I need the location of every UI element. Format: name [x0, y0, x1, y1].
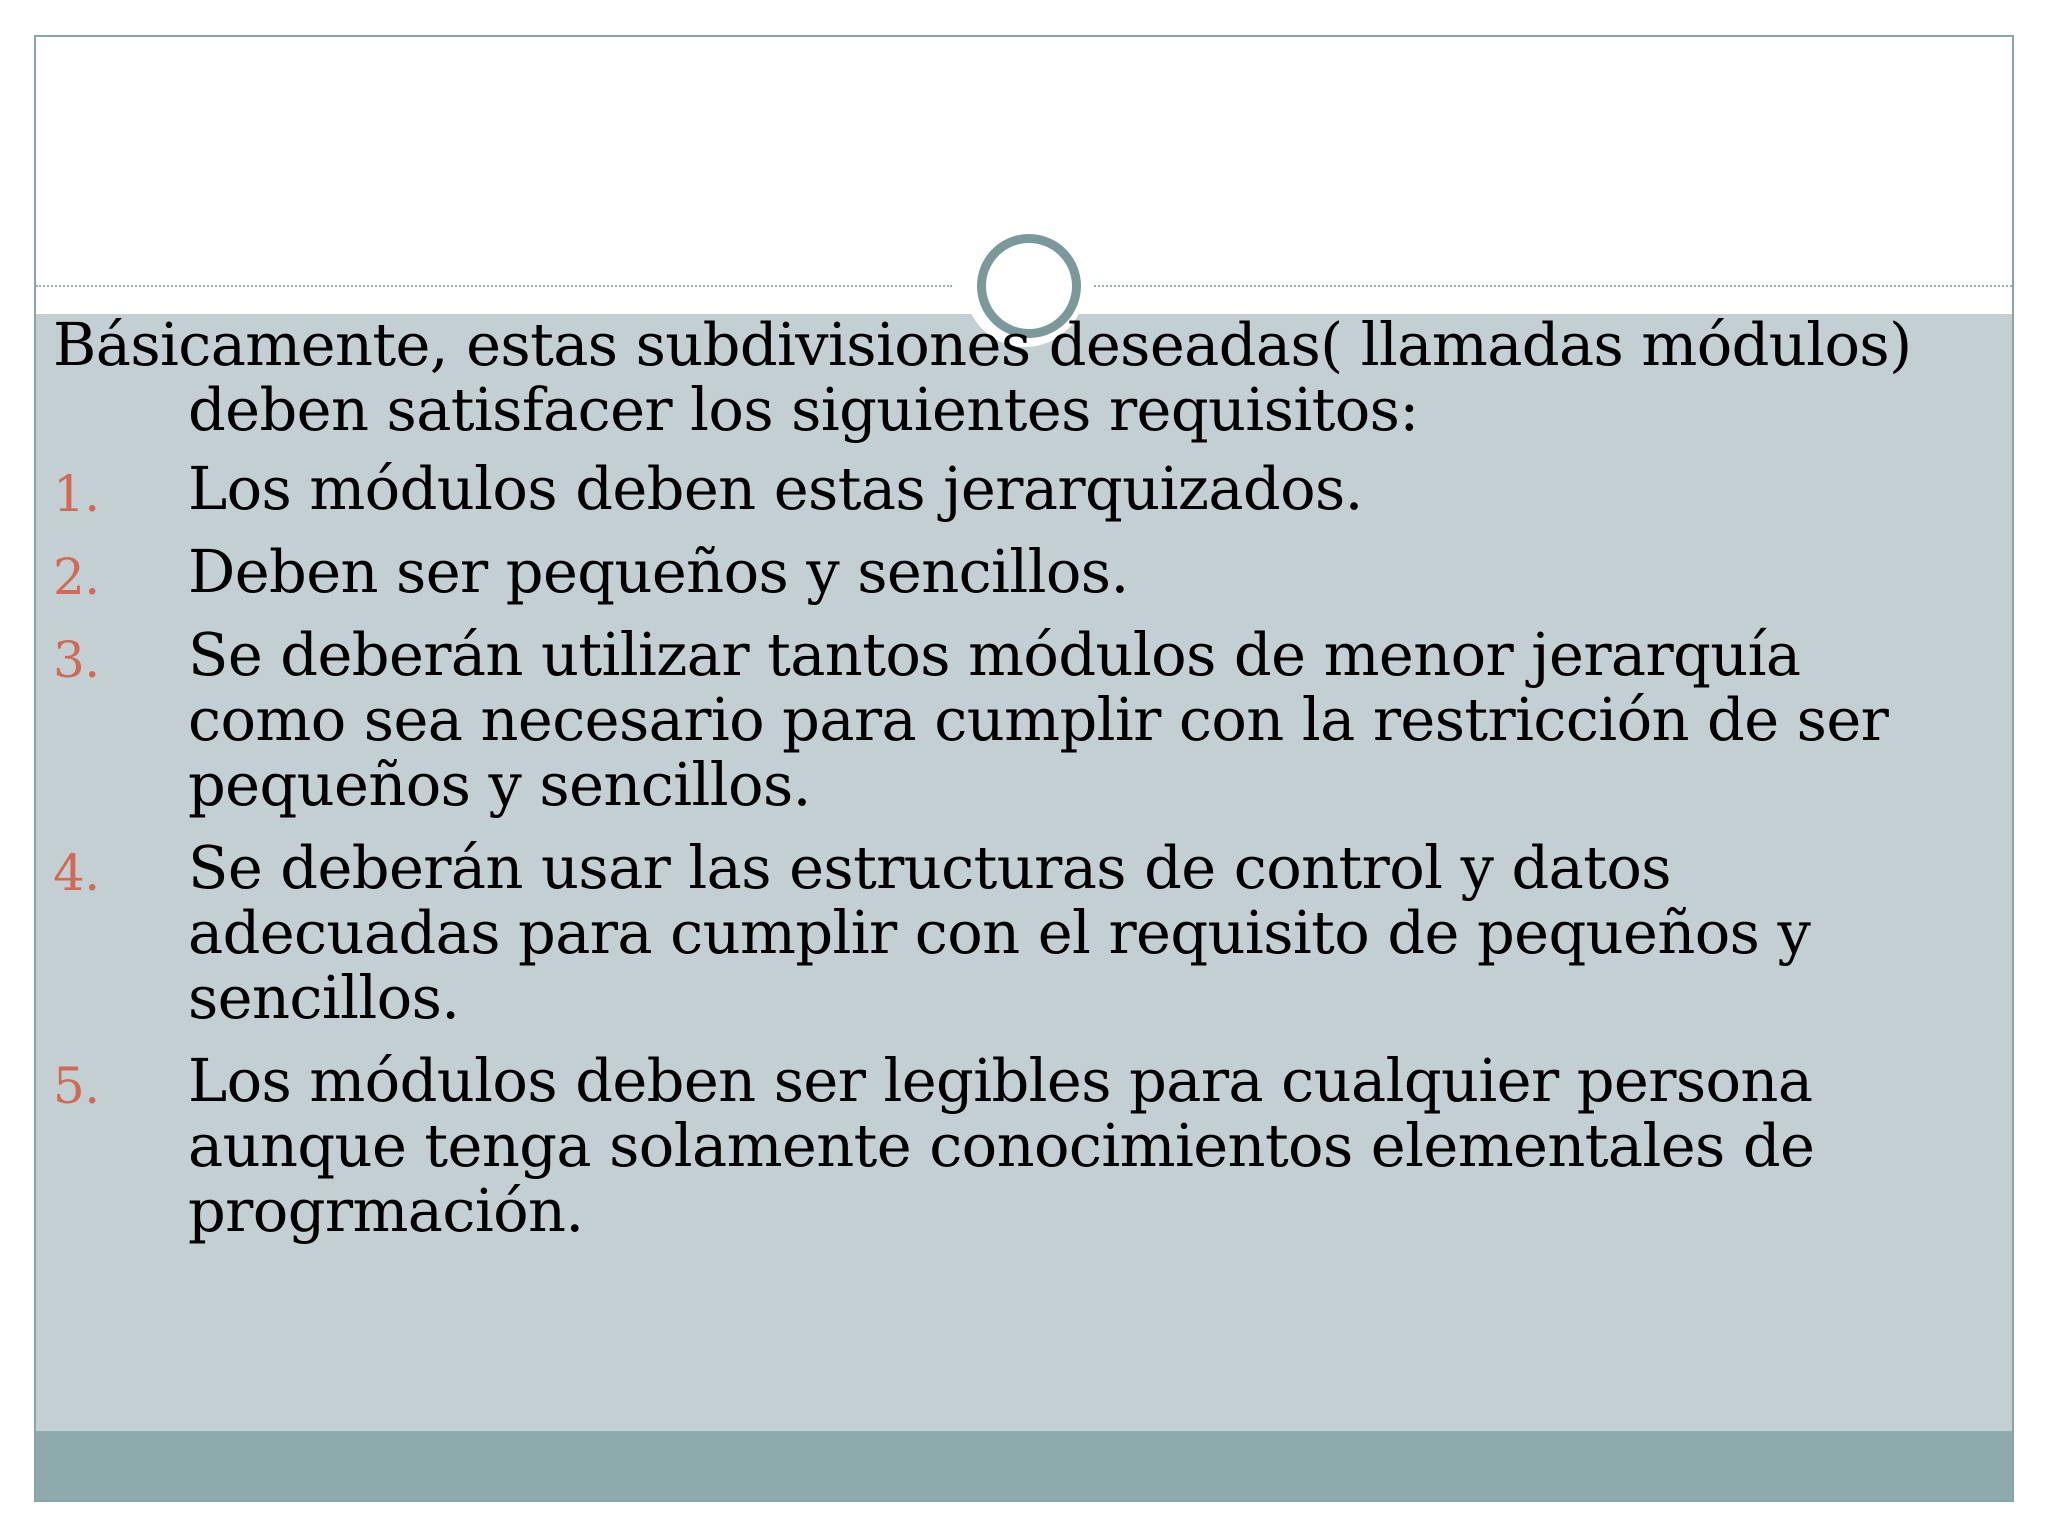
list-number: 2. [53, 548, 100, 606]
list-item-text: Deben ser pequeños y sencillos. [188, 537, 1129, 606]
list-item [53, 622, 1953, 817]
list-item-text: Los módulos deben estas jerarquizados. [188, 454, 1363, 523]
list-item [53, 456, 1953, 521]
header-divider-left [36, 285, 952, 287]
list-number: 5. [53, 1057, 100, 1115]
list-number: 3. [53, 631, 100, 689]
list-item-text: Se deberán usar las estructuras de control y datos adecuadas para cumplir con el requisito de pequeños y sencillos. [188, 833, 1811, 1032]
list-item [53, 1048, 1953, 1243]
footer-band [36, 1431, 2012, 1502]
list-item [53, 539, 1953, 604]
list-item-text: Los módulos deben ser legibles para cualquier persona aunque tenga solamente conocimientos elementales de progrmación. [188, 1046, 1815, 1245]
intro-paragraph: Básicamente, estas subdivisiones deseadas( llamadas módulos) deben satisfacer los siguientes requisitos: [53, 310, 1912, 444]
list-number: 1. [53, 465, 100, 523]
list-item-text: Se deberán utilizar tantos módulos de menor jerarquía como sea necesario para cumplir con la restricción de ser pequeños y sencillos. [188, 620, 1889, 819]
header-divider-right [1094, 285, 2014, 287]
slide-body [53, 312, 1953, 1261]
list-item [53, 835, 1953, 1030]
list-number: 4. [53, 844, 100, 902]
